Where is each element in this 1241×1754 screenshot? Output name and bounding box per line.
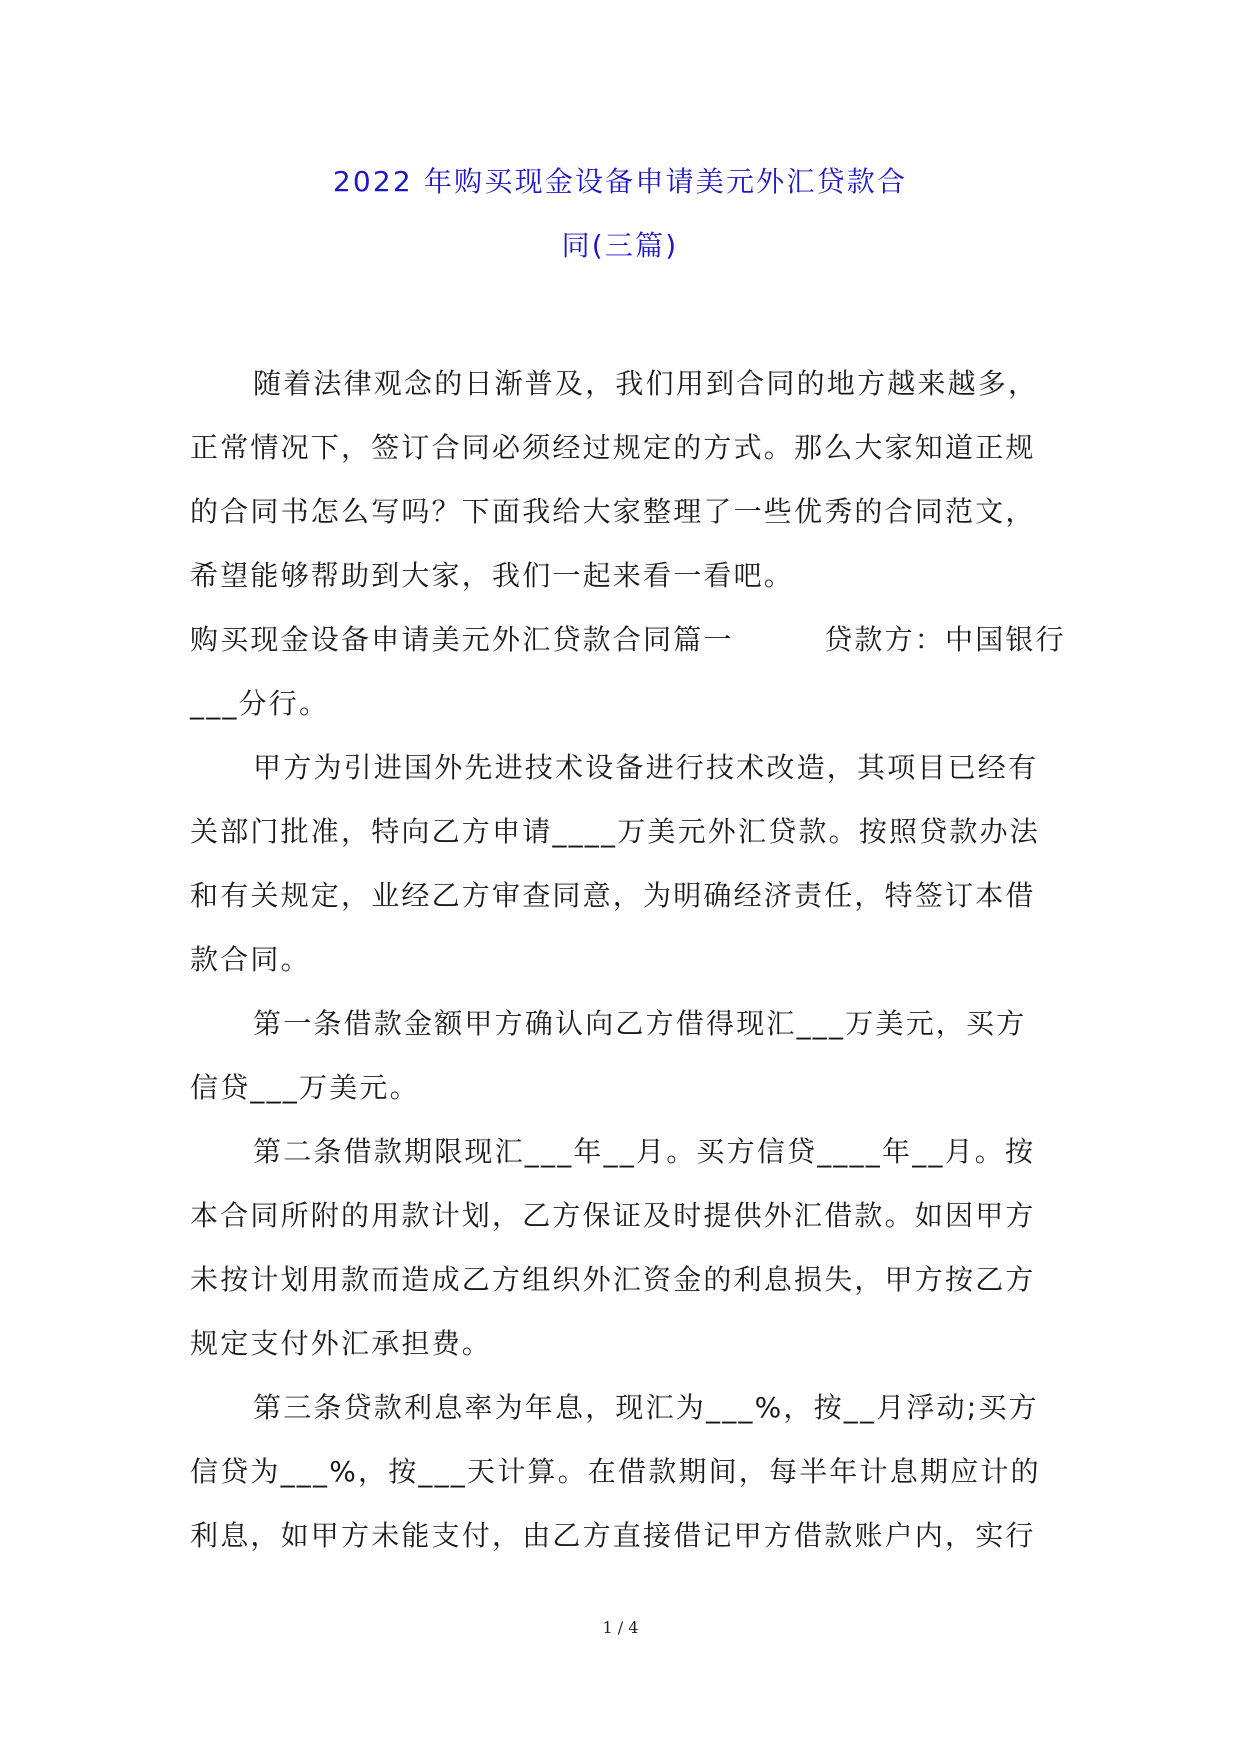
text-line: 利息，如甲方未能支付，由乙方直接借记甲方借款账户内，实行 xyxy=(190,1519,1036,1552)
paragraph xyxy=(190,608,1066,736)
text-line: 关部门批准，特向乙方申请____万美元外汇贷款。按照贷款办法 xyxy=(190,815,1041,848)
paragraph xyxy=(190,992,1050,1120)
text-line: 购买现金设备申请美元外汇贷款合同篇一 贷款方：中国银行 xyxy=(190,623,1066,656)
text-line: 随着法律观念的日渐普及，我们用到合同的地方越来越多， xyxy=(253,367,1039,400)
page-number: 1 / 4 xyxy=(602,1618,639,1637)
text-line: 第三条贷款利息率为年息，现汇为___%，按__月浮动;买方 xyxy=(253,1391,1039,1424)
paragraph xyxy=(190,1376,1050,1568)
text-line: 第一条借款金额甲方确认向乙方借得现汇___万美元，买方 xyxy=(253,1007,1027,1040)
document-title xyxy=(180,150,1060,278)
text-line: 款合同。 xyxy=(190,943,311,976)
text-line: ___分行。 xyxy=(190,687,330,720)
text-line: 规定支付外汇承担费。 xyxy=(190,1327,493,1360)
paragraph xyxy=(190,736,1050,992)
text-line: 未按计划用款而造成乙方组织外汇资金的利息损失，甲方按乙方 xyxy=(190,1263,1036,1296)
text-line: 本合同所附的用款计划，乙方保证及时提供外汇借款。如因甲方 xyxy=(190,1199,1036,1232)
document-body xyxy=(190,352,1066,1568)
text-line: 的合同书怎么写吗？下面我给大家整理了一些优秀的合同范文， xyxy=(190,495,1036,528)
paragraph xyxy=(190,1120,1050,1376)
text-line: 希望能够帮助到大家，我们一起来看一看吧。 xyxy=(190,559,795,592)
text-line: 正常情况下，签订合同必须经过规定的方式。那么大家知道正规 xyxy=(190,431,1036,464)
text-line: 第二条借款期限现汇___年__月。买方信贷____年__月。按 xyxy=(253,1135,1036,1168)
text-line: 信贷为___%，按___天计算。在借款期间，每半年计息期应计的 xyxy=(190,1455,1041,1488)
title-line: 2022 年购买现金设备申请美元外汇贷款合 xyxy=(332,165,908,198)
title-line: 同(三篇) xyxy=(561,229,679,262)
paragraph xyxy=(190,352,1050,608)
text-line: 信贷___万美元。 xyxy=(190,1071,420,1104)
text-line: 甲方为引进国外先进技术设备进行技术改造，其项目已经有 xyxy=(253,751,1039,784)
text-line: 和有关规定，业经乙方审查同意，为明确经济责任，特签订本借 xyxy=(190,879,1036,912)
